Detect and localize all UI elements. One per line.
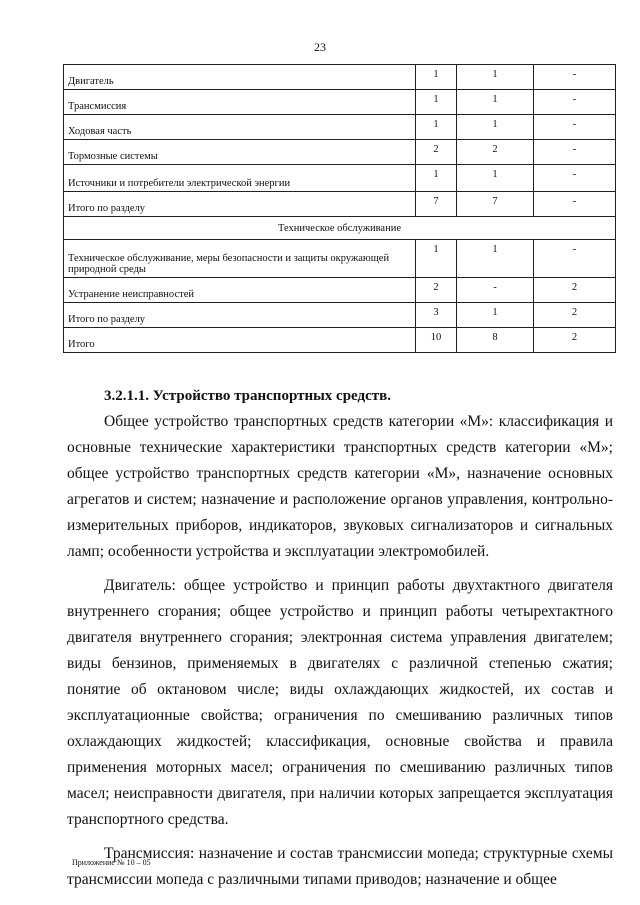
hours-practice-cell: 2 xyxy=(534,328,616,353)
hours-practice-cell: 2 xyxy=(534,303,616,328)
hours-practice-cell: - xyxy=(534,65,616,90)
hours-total-cell: 1 xyxy=(416,240,457,278)
table-row xyxy=(64,303,616,328)
hours-theory-cell: 1 xyxy=(457,240,534,278)
table-row xyxy=(64,90,616,115)
hours-theory-cell: 2 xyxy=(457,140,534,165)
section-title-cell: Техническое обслуживание xyxy=(64,217,616,240)
paragraph-transmission: Трансмиссия: назначение и состав трансмиссии мопеда; структурные схемы трансмиссии мопеда с различными типами приводов; назначение и общее xyxy=(67,845,613,888)
table-row xyxy=(64,278,616,303)
paragraph-engine: Двигатель: общее устройство и принцип работы двухтактного двигателя внутреннего сгорания; общее устройство и принцип работы четырехтактного двигателя внутреннего сгорания; электронная система управления двигателем; виды бензинов, применяемых в двигателях с различной степенью сжатия; понятие об октановом числе; виды охлаждающих жидкостей, их состав и эксплуатационные свойства; ограничения по смешиванию различных типов охлаждающих жидкостей; классификация, основные свойства и правила применения моторных масел; ограничения по смешиванию различных типов масел; неисправности двигателя, при наличии которых запрещается эксплуатация транспортного средства. xyxy=(67,577,613,828)
hours-practice-cell: - xyxy=(534,115,616,140)
hours-theory-cell: 1 xyxy=(457,165,534,192)
hours-total-cell: 1 xyxy=(416,115,457,140)
hours-theory-cell: 1 xyxy=(457,90,534,115)
hours-theory-cell: 1 xyxy=(457,303,534,328)
table-row xyxy=(64,65,616,90)
hours-total-cell: 2 xyxy=(416,278,457,303)
footer-note: Приложение № 10 – 05 xyxy=(72,858,151,867)
topic-name-cell: Двигатель xyxy=(64,65,416,90)
hours-total-cell: 7 xyxy=(416,192,457,217)
topic-name-cell: Итого по разделу xyxy=(64,192,416,217)
hours-total-cell: 10 xyxy=(416,328,457,353)
hours-theory-cell: 7 xyxy=(457,192,534,217)
hours-theory-cell: 1 xyxy=(457,65,534,90)
hours-practice-cell: - xyxy=(534,192,616,217)
hours-practice-cell: - xyxy=(534,140,616,165)
hours-practice-cell: 2 xyxy=(534,278,616,303)
section-heading: 3.2.1.1. Устройство транспортных средств. xyxy=(104,388,391,404)
hours-total-cell: 1 xyxy=(416,65,457,90)
topic-name-cell: Итого xyxy=(64,328,416,353)
topic-name-cell: Ходовая часть xyxy=(64,115,416,140)
topic-name-cell: Устранение неисправностей xyxy=(64,278,416,303)
paragraph-general: Общее устройство транспортных средств категории «М»: классификация и основные технические характеристики транспортных средств категории «М»; общее устройство транспортных средств категории «М», назначение основных агрегатов и систем; назначение и расположение органов управления, контрольно-измерительных приборов, индикаторов, звуковых сигнализаторов и сигнальных ламп; особенности устройства и эксплуатации электромобилей. xyxy=(67,413,613,560)
topic-name-cell: Источники и потребители электрической энергии xyxy=(64,165,416,192)
table-section-row xyxy=(64,217,616,240)
hours-theory-cell: 8 xyxy=(457,328,534,353)
curriculum-table xyxy=(63,64,616,353)
hours-total-cell: 3 xyxy=(416,303,457,328)
hours-practice-cell: - xyxy=(534,240,616,278)
page-number: 23 xyxy=(314,40,326,54)
table-row xyxy=(64,140,616,165)
hours-practice-cell: - xyxy=(534,165,616,192)
hours-theory-cell: 1 xyxy=(457,115,534,140)
hours-practice-cell: - xyxy=(534,90,616,115)
hours-total-cell: 2 xyxy=(416,140,457,165)
table-row xyxy=(64,165,616,192)
table-row xyxy=(64,192,616,217)
hours-theory-cell: - xyxy=(457,278,534,303)
hours-total-cell: 1 xyxy=(416,165,457,192)
topic-name-cell: Техническое обслуживание, меры безопасности и защиты окружающей природной среды xyxy=(64,240,416,278)
topic-name-cell: Трансмиссия xyxy=(64,90,416,115)
topic-name-cell: Итого по разделу xyxy=(64,303,416,328)
body-text xyxy=(67,409,613,893)
table-row xyxy=(64,328,616,353)
topic-name-cell: Тормозные системы xyxy=(64,140,416,165)
table-row xyxy=(64,115,616,140)
hours-total-cell: 1 xyxy=(416,90,457,115)
table-row xyxy=(64,240,616,278)
